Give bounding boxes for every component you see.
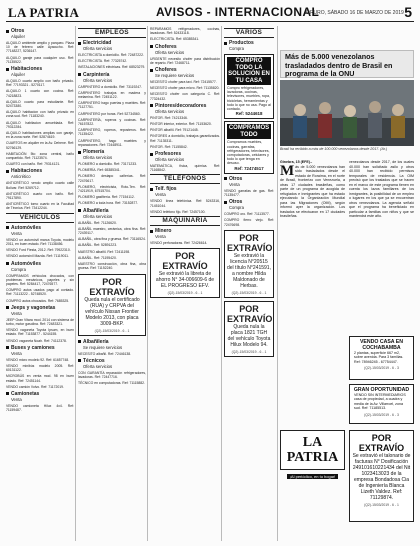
masthead xyxy=(6,4,414,22)
page-number: 5 xyxy=(404,4,412,20)
classified-ad: VENDO teléfono fijo. Ref: 72457100. xyxy=(150,209,206,214)
notice-reference: (Q2)-15/03/2019 - 6 - 1 xyxy=(231,290,267,295)
classified-ad: ALQUILO 1 cuarto con cocina. Ref: 74218823. xyxy=(6,89,74,98)
column-varios xyxy=(224,26,274,541)
newspaper-brand: LA PATRIA xyxy=(8,5,80,20)
classified-ad: MICROBÚS en venta mod. 98 en buen estado. Ref: 72451144. xyxy=(6,374,74,383)
ad-headline: GRAN OPORTUNIDAD xyxy=(353,387,410,393)
category-heading: Electricidad Oferta servicios xyxy=(78,40,146,52)
notice-reference: (Q2)-15/03/2019 - 6 - 1 xyxy=(364,503,399,507)
column-rule xyxy=(147,26,148,541)
notice-title: POR EXTRAVÍO xyxy=(358,433,405,453)
news-text: venezolanos desde 2017, de los cuales 40.000 han solicitado asilo y otros 40.000 han recibido permisos temporales de residencia. La OIM precisó que los traslados que se hacen en el marco de este programa tienen en cuenta los lazos familiares de los inmigrantes, la posibilidad de un empleo o lugares en los que ya se encuentran otros venezolanos. La agencia señaló que el programa ha beneficiado en particular a familias con niños y que se mantendrá este año. xyxy=(349,160,414,218)
classified-ad: ALQUILO garaje para cualquier uso. Ref: 71135522. xyxy=(6,55,74,64)
classified-ad: ALQUILO ambiente amplio y parqueo. Plaza 10 de febrero calle Ayacucho. Ref: 77148227, 5236147. xyxy=(6,41,74,54)
classified-ad: ALQUILO habitacion con baño privado en zona sud. Ref: 71183240. xyxy=(6,110,74,119)
bullet-icon xyxy=(6,262,9,265)
bullet-icon xyxy=(150,188,153,191)
classified-ad: ALQUILO habitacion amueblada. Ref: 79312284. xyxy=(6,120,74,129)
bullet-icon xyxy=(224,177,227,180)
classified-ad: COMPRO autos chocados. Ref: 7685325. xyxy=(6,298,70,303)
ad-reference: (Q2)-15/03/2019 - 6 - 3 xyxy=(364,366,399,371)
news-body-column-1 xyxy=(280,160,345,219)
display-ad-text: Compramos muebles, cocinas, garrafas, refrigeradores, televisores, computadoras, celulares y todo lo que tenga en desuso. xyxy=(227,140,270,166)
classified-ad: PINTOR albañil. Ref: 79121445. xyxy=(150,128,199,133)
ad-headline: VENDO CASA EN COCHABAMBA xyxy=(359,339,404,351)
classified-ad: ALBAÑIL. Ref: 52891223. xyxy=(78,243,118,248)
bullet-icon xyxy=(150,230,153,233)
dateline: ORURO, SÁBADO 16 DE MARZO DE 2019 xyxy=(306,10,404,16)
bullet-icon xyxy=(150,45,153,48)
category-heading: Otros Compra xyxy=(224,199,274,211)
notice-body: Se extravió la libreta de ahorro N° 34-006609-6 de EL PROGRESO EFV. xyxy=(155,271,215,290)
classified-ad: URGENTE necesito chofer para distribución de reparto. Ref: 72468711. xyxy=(150,56,220,65)
column-classifieds-1 xyxy=(6,26,74,541)
classified-ad: CARPINTERO por horas. Ref: 52734560. xyxy=(78,111,141,116)
bullet-icon xyxy=(224,42,227,45)
bullet-icon xyxy=(150,69,153,72)
notice-title: POR EXTRAVÍO xyxy=(227,304,273,325)
ad-text: 2 plantas, superficie 667 m2, sobre avenida. Para 3 familias. Ref: 78946245 - 67754447. xyxy=(354,351,404,364)
classified-ad: PLOMERÍA. Ref: 65385341. xyxy=(78,168,121,173)
bullet-icon xyxy=(6,68,9,71)
notice-reference: (Q2)-15/03/2019 - 6 - 1 xyxy=(94,328,130,333)
classified-ad: NECESITO chofer con categoría C. Ref: 77324432. xyxy=(150,92,220,101)
house-sale-ad xyxy=(349,336,414,380)
classified-ad: VENDO camioneta Hilux 4x4. Ref: 71159487. xyxy=(6,403,74,413)
category-heading: Albañilería Oferta servicios xyxy=(78,208,146,220)
notice-body: Se extravió el talonario de facturas N° Dosificación 249101610221434 del Nit 1023413023 de la empresa Bondadosa Cia de Ingeniería Blanca Lizeth Valdez. Ref: 71129874. xyxy=(352,453,411,501)
lost-document-notice xyxy=(224,230,274,298)
column-classifieds-3 xyxy=(150,26,220,541)
notice-body: Queda nula el certificado (RUA) y CRPVA del vehículo Nissan Frontier Modelo 2013, con placa 3009-BKP. xyxy=(84,296,140,327)
column-classifieds-2 xyxy=(78,26,146,541)
classified-ad: ELECTRICISTA. Ref: 77325742. xyxy=(78,59,128,64)
bullet-icon xyxy=(78,340,81,343)
drop-cap: M xyxy=(280,162,295,179)
classified-ad: JEEP Gran Vitara mod. 2014 con sistema de turbo, motor gasolina. Ref: 72483321. xyxy=(6,317,74,326)
classified-ad: COMPRO fierro viejo. Ref: 72476698. xyxy=(224,218,274,227)
display-ad-phone: Ref: 72474517 xyxy=(234,165,264,171)
display-ad-buy xyxy=(224,54,274,119)
column-rule xyxy=(75,26,76,541)
notice-reference: (Q2)-15/03/2019 - 6 - 1 xyxy=(231,350,267,355)
column-rule xyxy=(221,26,222,541)
classified-ad: PINTORES a domicilio, trabajos garantizados. Ref: 71135311. xyxy=(150,134,220,143)
classified-ad: VENDO minibús modelo 2005. Ref: 60131122. xyxy=(6,363,74,373)
category-heading: Buses y camiones Venta xyxy=(6,345,74,357)
classified-ad: CARPINTERÍA, roperos y cocinas. Ref: 76157822. xyxy=(78,117,146,127)
category-heading: Automóviles Compra xyxy=(6,261,74,273)
classified-ad: MATEMÁTICA, física, química. Ref: 71168842. xyxy=(150,164,220,173)
classified-ad: VENDO línea telefónica. Ref: 5243316, 71451044. xyxy=(150,199,220,208)
notice-title: POR EXTRAVÍO xyxy=(162,251,208,272)
classified-ad: TÉCNICO en computadoras. Ref: 71115882. xyxy=(78,381,145,386)
classified-ad: ANTICRÉTICO tomo cuarto en la Facultad de Técnica. Ref: 73412244. xyxy=(6,202,74,211)
column-rule xyxy=(277,26,278,541)
bullet-icon xyxy=(6,170,9,173)
category-heading: Productos Compra xyxy=(224,40,274,52)
classified-ad: REPARAMOS refrigeradores, cocinas, lavadoras. Ref: 52433118. xyxy=(150,27,220,36)
classified-ad: PINTOR interior, exterior. Ref: 71153620. xyxy=(150,122,212,127)
bullet-icon xyxy=(6,30,9,33)
bullet-icon xyxy=(78,209,81,212)
classified-ad: PINTOR. Ref: 71155842. xyxy=(150,144,188,149)
classified-ad: MAESTRO construcción, obra fina, obra gruesa. Ref: 71152240. xyxy=(78,262,146,271)
classified-ad: COMPRO autos usados pago al contado. Ref: 71113222 - 52748520. xyxy=(6,288,74,297)
classified-ad: PLOMERO a toda hora. Ref: 73152877. xyxy=(78,201,139,206)
news-photo xyxy=(280,80,414,146)
classified-ad: PLOMERO a domicilio. Ref: 73171233. xyxy=(78,162,137,167)
crowd-photo-illustration xyxy=(280,80,414,146)
news-text: ás de 5.000 venezolanos han sido trasladados desde el estado de Roraima, en el norte de Brasil, fronterizo con Venezuela, a otras 17 ciudades brasileñas, como parte de un programa de acogida de refugiados e inmigrantes que ha estado ejecutando la Organización Mundial para las Migraciones (OIM), según informó ayer la organización. Los traslados se efectuaron en 17 ciudades brasileñas. xyxy=(280,164,345,218)
bullet-icon xyxy=(78,151,81,154)
category-heading: Telf. fijos Venta xyxy=(150,186,220,198)
category-heading: Albañilería Se requiere servicios xyxy=(78,339,146,351)
classified-ad: VENDO automóvil Mazda. Ref: 71119011. xyxy=(6,254,69,259)
section-heading-vehicles: VEHÍCULOS xyxy=(6,213,74,223)
category-heading: Carpintería Oferta servicios xyxy=(78,72,146,84)
classified-ad: ELECTRICISTA a domicilio. Ref: 72487222. xyxy=(78,53,144,57)
lost-invoice-notice xyxy=(349,430,414,522)
notice-body: Se extravió la licencia N°20515 del título N°241591, a nombre Hilda Maldonado de Herbas. xyxy=(227,252,271,289)
classified-ad: CARPINTERO a domicilio. Ref: 73119247. xyxy=(78,84,143,89)
ad-text: VENDO SIN INTERMEDIARIOS casa de propiedad, a cuadra y media de la Av. Villarroel, zona sud. Ref: 71185513. xyxy=(354,393,406,411)
classified-ad: PLOMERO, electricista, Roto-Ten. Ref: 74211919, 67515704. xyxy=(78,184,146,194)
section-heading-varios: VARIOS xyxy=(224,28,274,38)
category-heading: Camionetas Venta xyxy=(6,391,74,403)
category-heading: Otros Alquiler xyxy=(6,28,74,40)
newspaper-promo xyxy=(280,430,345,479)
opportunity-ad xyxy=(349,384,414,424)
classified-ad: CON GARANTÍA reparación refrigeradores, lavadoras. Ref: 72447716. xyxy=(78,370,146,380)
classified-ad: VENDO un automóvil marca Toyota, modelo 2011, en buen estado. Ref: 71138456. xyxy=(6,237,74,246)
classified-ad: ANTICRÉTICO cuarto con baño. Ref: 79117890. xyxy=(6,191,74,201)
photo-caption: Brasil ha recibido a más de 100.000 venezolanos desde 2017. (Ar.) xyxy=(280,147,388,151)
classified-ad: ALBAÑIL. Ref: 71126620. xyxy=(78,220,117,225)
bullet-icon xyxy=(78,73,81,76)
ad-reference: (Q2)-15/03/2019 - 6 - 3 xyxy=(364,412,399,417)
classified-ad: PINTOR. Ref: 74213346. xyxy=(150,115,188,120)
display-ad-text: Compro refrigeradores, lavadoras, cocinas, televisores, muebles, ropa, bicicletas, herramientas y todo lo que no usa. Pago al contado. xyxy=(227,86,271,112)
category-heading: Automóviles Venta xyxy=(6,225,74,237)
category-heading: Técnicos Oferta servicios xyxy=(78,358,146,370)
category-heading: Jeeps y vagonetas Venta xyxy=(6,305,74,317)
classified-ad: CARPINTERO, roperos, reposteros. Ref: 71135422. xyxy=(78,128,146,137)
notice-body: Queda nula la placa 1821 TGH del vehículo Toyota Hilux Modelo 94. xyxy=(227,324,271,349)
category-heading: Habitaciones Alquiler xyxy=(6,66,74,78)
bullet-icon xyxy=(150,153,153,156)
display-ad-headline: COMPRAMOS TODO xyxy=(228,125,270,138)
notice-title: POR EXTRAVÍO xyxy=(89,276,135,297)
category-heading: Choferes Se requiere servicios xyxy=(150,67,220,79)
classified-ad: ALQUILO cuarto amplio con baño privado. Ref: 77193321 - 5270117. xyxy=(6,79,74,88)
news-headline: Más de 5.000 venezolanos trasladados dentro de Brasil en programa de la ONU xyxy=(280,50,414,78)
bullet-icon xyxy=(78,359,81,362)
newspaper-logo: LA PATRIA xyxy=(286,435,339,465)
classified-ad: VENDO vagoneta Noah. Ref: 74112378. xyxy=(6,338,67,343)
display-ad-buy xyxy=(224,121,274,173)
classified-ad: INSTALACIONES eléctricas. Ref: 68523279. xyxy=(78,65,146,70)
promo-tagline: ¡Al periódico, en tu hogar! xyxy=(287,474,339,479)
classified-ad: ANTICRÉTICO vendo amplio cuarto calle Bolívar. Ref: 5269712. xyxy=(6,181,74,190)
classified-ad: ALBAÑIL maestro, cerámica, obra fina. Ref: 72439117. xyxy=(78,226,146,236)
category-heading: Habitaciones Anticrético xyxy=(6,168,74,180)
classified-ad: NECESITO chofer para micro. Ref: 71135820. xyxy=(150,86,220,91)
classified-ad: PLOMERO gasfitería. Ref: 77154112. xyxy=(78,195,135,200)
category-heading: Choferes Oferta servicios xyxy=(150,44,220,56)
classified-ad: HABITACIÓN 5to zona central, baño compartido. Ref: 71123574. xyxy=(6,151,74,161)
news-dateline: Ginebra, 15 (EFE).- xyxy=(280,160,313,164)
bullet-icon xyxy=(6,346,9,349)
classified-ad: ALQUILO cuarto para estudiante. Ref: 52473380. xyxy=(6,99,74,109)
category-heading: Profesores Oferta servicios xyxy=(150,151,220,163)
section-heading-jobs: EMPLEOS xyxy=(78,28,146,38)
notice-reference: (Q2)-15/03/2019 - 6 - 1 xyxy=(167,291,203,296)
section-heading-machinery: MAQUINARIA xyxy=(150,216,220,226)
news-body-column-2 xyxy=(349,160,414,219)
classified-ad: ELECTRICISTA. Ref: 65385341. xyxy=(150,37,200,42)
category-heading: Minero Venta xyxy=(150,228,220,240)
section-heading-phones: TELÉFONOS xyxy=(150,174,220,184)
classified-ad: VENDO micro modelo 92. Ref: 61657748. xyxy=(6,357,70,362)
classified-ad: ALBAÑIL. Ref: 71195420. xyxy=(78,255,117,260)
lost-document-notice xyxy=(150,248,220,298)
bullet-icon xyxy=(150,104,153,107)
classified-ad: ALBAÑIL, obra fina y gruesa. Ref: 73116524. xyxy=(78,237,146,242)
notice-title: POR EXTRAVÍO xyxy=(227,232,273,253)
classified-ad: CUARTO con baño. Ref: 79314121. xyxy=(6,162,61,167)
classified-ad: VENDO Ford Fiesta, 2012. Ref: 79922310. xyxy=(6,248,71,253)
bullet-icon xyxy=(6,306,9,309)
lost-plate-notice xyxy=(224,301,274,357)
classified-ad: VENDO perforadoras. Ref: 72426614. xyxy=(150,241,208,246)
classified-ad: CARPINTERO trabajos en madera y melamina. Ref: 72451122. xyxy=(78,90,146,100)
classified-ad: NECESITO albañil. Ref: 72446138. xyxy=(78,351,132,356)
classified-ad: COMPRAMOS vehículos chocados, con problemas mecánicos, papeles y sin papeles. Ref: 5284417, 72476577. xyxy=(6,273,74,286)
bullet-icon xyxy=(78,42,81,45)
classified-ad: COMPRO oro. Ref: 71113577. xyxy=(224,212,270,217)
bullet-icon xyxy=(6,226,9,229)
classified-ad: VENDO garrafas de gas. Ref: 71135477. xyxy=(224,188,274,198)
section-title: AVISOS - INTERNACIONAL xyxy=(156,5,320,19)
classified-ad: ALQUILO habitaciones amplias con garaje, en la zona norte. Ref: 52874619. xyxy=(6,131,74,140)
display-ad-headline: COMPRO TODO LA SOLUCIÓN EN TU CASA xyxy=(228,58,270,84)
category-heading: Otros Venta xyxy=(224,176,274,188)
bullet-icon xyxy=(6,392,9,395)
classified-ad: CARPINTERO, hago muebles y reparaciones. Ref: 72448911. xyxy=(78,138,146,147)
classified-ad: MAESTRO albañil. Ref: 72411198. xyxy=(78,249,131,254)
classified-ad: PLOMERO destapo cañerías. Ref: 72476617. xyxy=(78,174,146,183)
bullet-icon xyxy=(224,201,227,204)
classified-ad: VENDO camión Volvo. Ref: 71172019. xyxy=(6,384,64,389)
category-heading: Plomería Oferta servicios xyxy=(78,149,146,161)
category-heading: Pintores/decoradores Oferta servicios xyxy=(150,103,220,115)
classified-ad: CUARTOS en alquiler en la Av. Dehene. Ref: 52766129. xyxy=(6,141,74,150)
classified-ad: NECESITO chofer para taxi. Ref: 72415577. xyxy=(150,80,217,85)
classified-ad: CARPINTERO hago puertas y muebles. Ref: 71127751. xyxy=(78,101,146,110)
lost-document-notice xyxy=(78,274,146,336)
classified-ad: VENDO vagoneta Toyota Ipsum, en buen estado. Ref: 71153877 - 5244155. xyxy=(6,328,74,337)
display-ad-phone: Ref: 5244618 xyxy=(235,111,263,117)
